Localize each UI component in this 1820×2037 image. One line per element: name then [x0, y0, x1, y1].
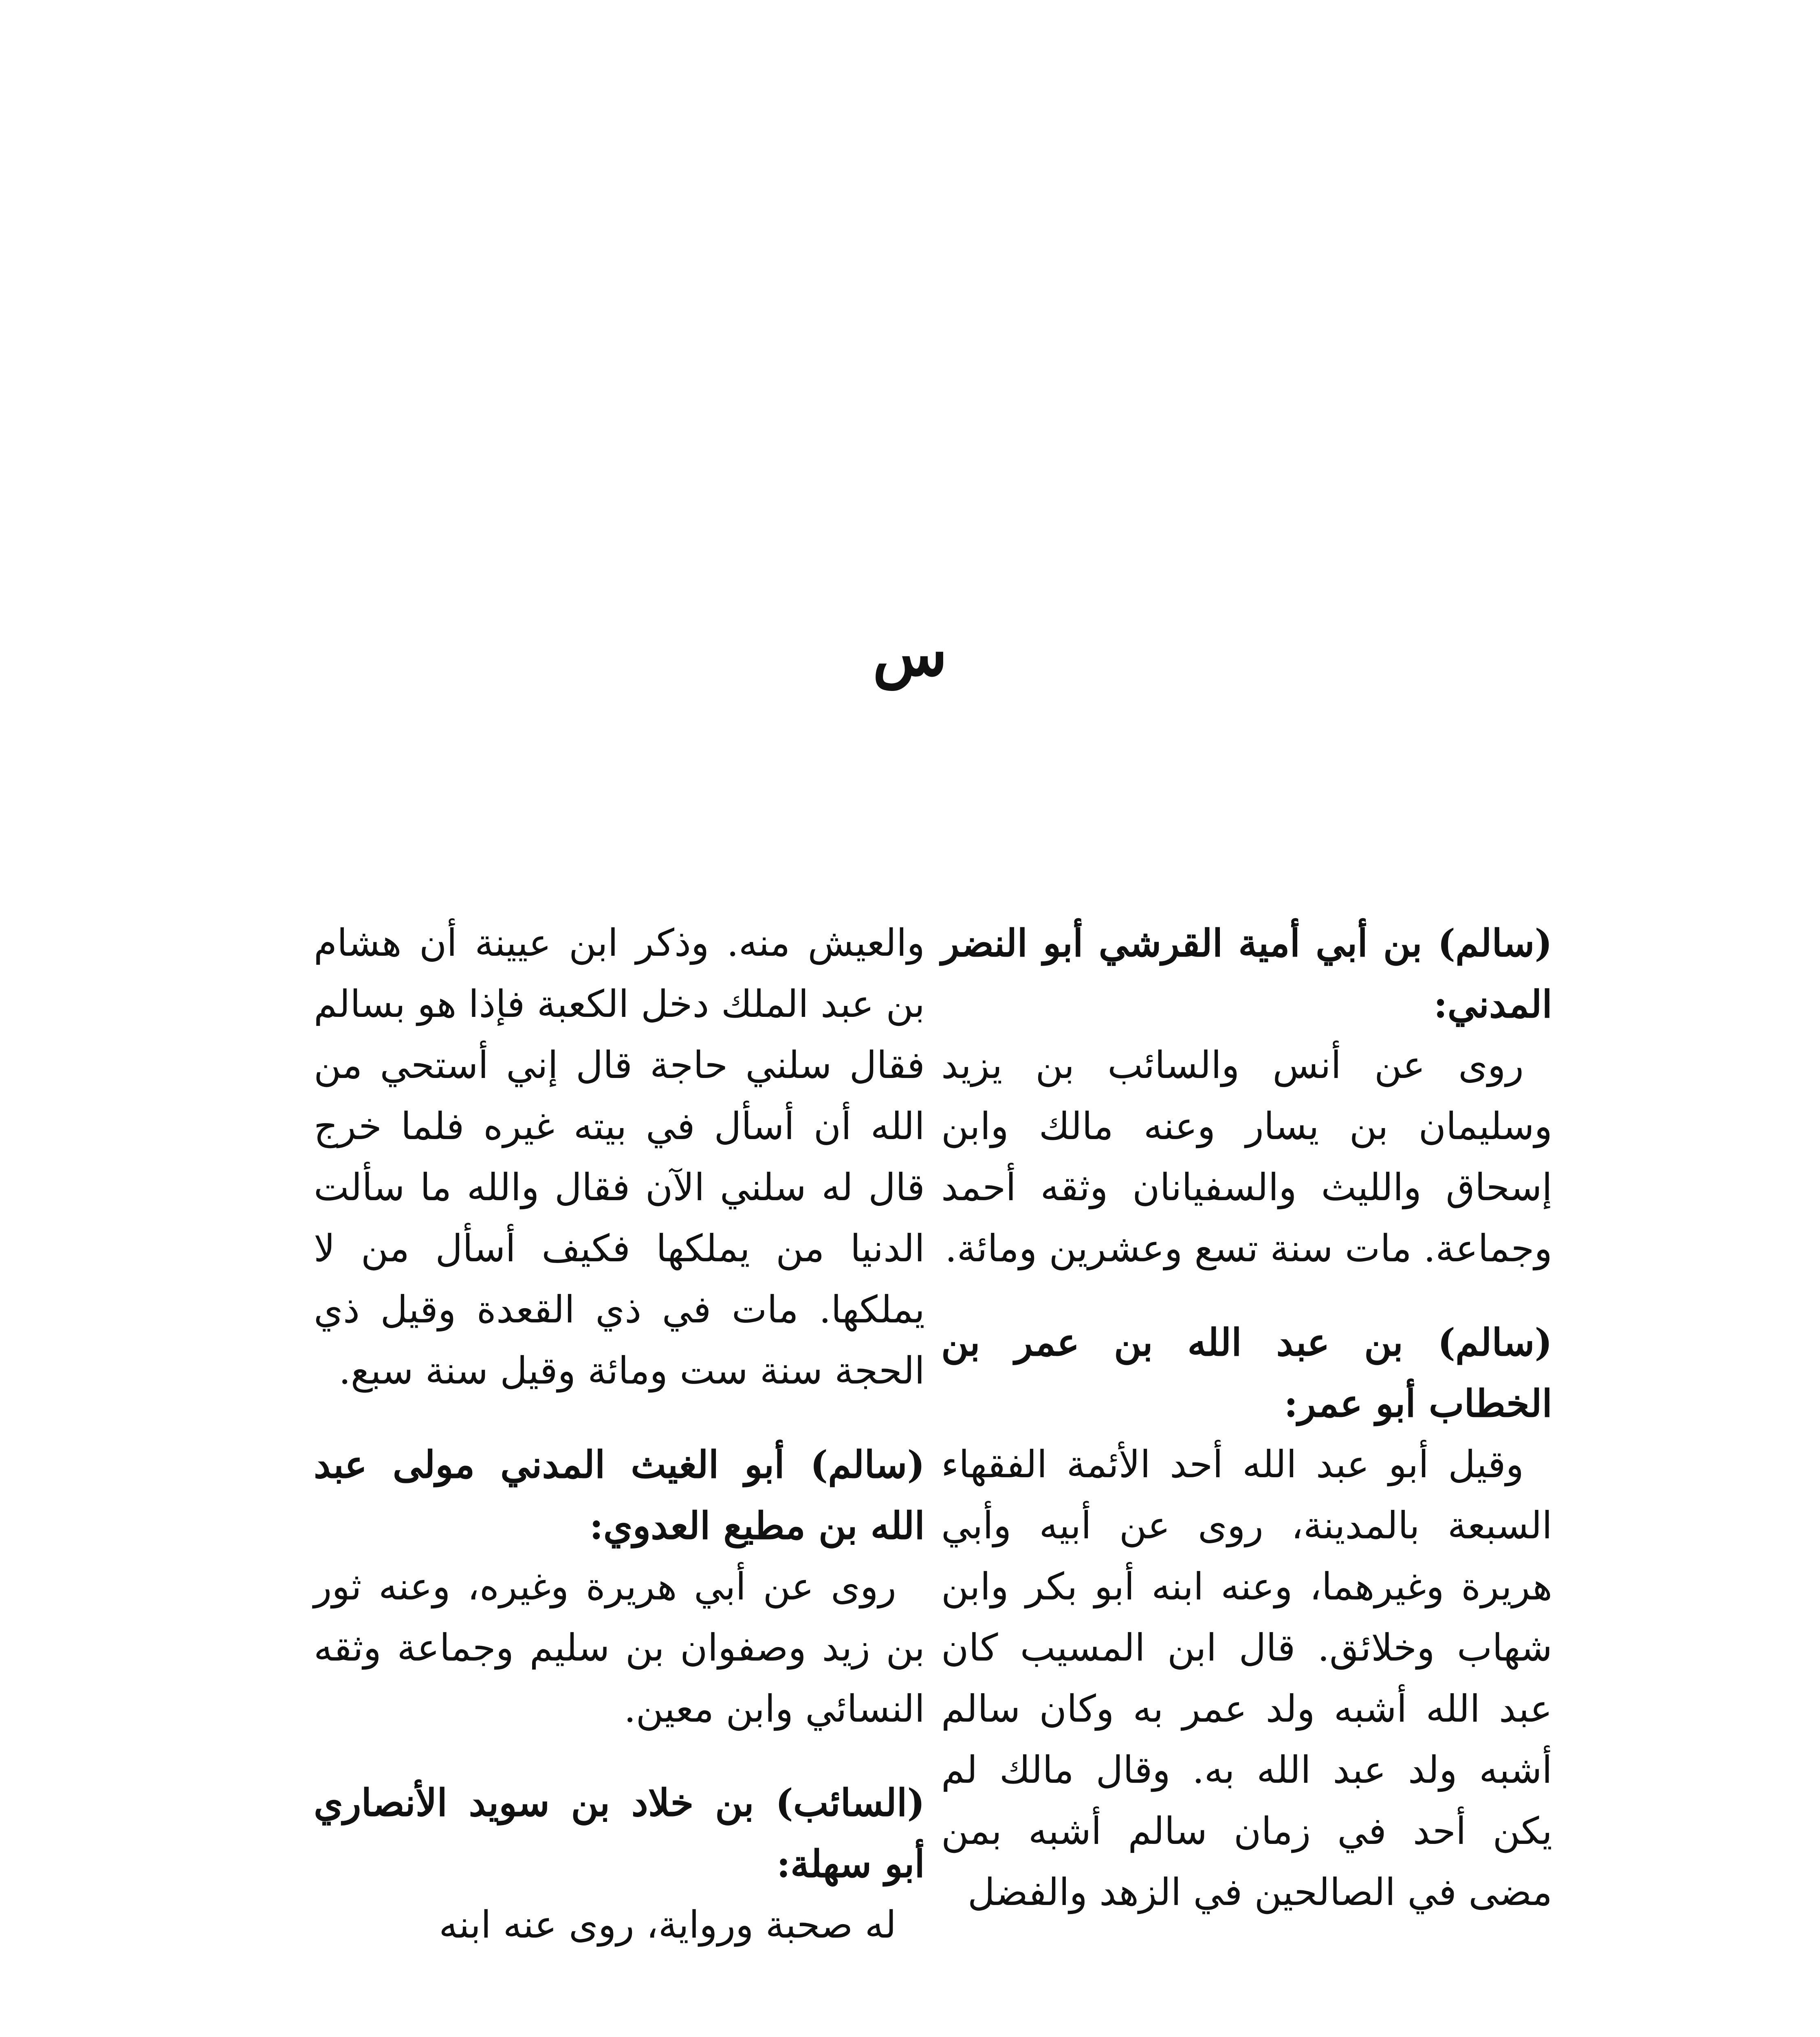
right-column — [941, 913, 1552, 1923]
biography-entry — [314, 1434, 925, 1740]
biography-entry — [314, 1772, 925, 1956]
left-column — [314, 913, 925, 1956]
entry-body: له صحبة ورواية، روى عنه ابنه — [439, 1903, 896, 1947]
biography-entry — [941, 1312, 1552, 1923]
continuation-text: والعيش منه. وذكر ابن عيينة أن هشام بن عبد الملك دخل الكعبة فإذا هو بسالم فقال سلني حاجة قال إني أستحي من الله أن أسأل في بيته غيره فلما خرج قال له سلني الآن فقال والله ما سألت الدنيا من يملكها فكيف أسأل من لا يملكها. مات في ذي القعدة وقيل ذي الحجة سنة ست ومائة وقيل سنة سبع. — [314, 921, 925, 1392]
entry-heading: (سالم) بن أبي أمية القرشي أبو النضر المدني: — [941, 921, 1552, 1026]
entry-body: روى عن أبي هريرة وغيره، وعنه ثور بن زيد وصفوان بن سليم وجماعة وثقه النسائي وابن معين. — [314, 1565, 925, 1731]
entry-continuation — [314, 913, 925, 1401]
entry-heading: (السائب) بن خلاد بن سويد الأنصاري أبو سهلة: — [314, 1781, 925, 1886]
section-letter: س — [872, 618, 948, 690]
entry-body: وقيل أبو عبد الله أحد الأئمة الفقهاء السبعة بالمدينة، روى عن أبيه وأبي هريرة وغيرهما، وعنه ابنه أبو بكر وابن شهاب وخلائق. قال ابن المسيب كان عبد الله أشبه ولد عمر به وكان سالم أشبه ولد عبد الله به. وقال مالك لم يكن أحد في زمان سالم أشبه بمن مضى في الصالحين في الزهد والفضل — [941, 1443, 1552, 1914]
biography-entry — [941, 913, 1552, 1279]
entry-heading: (سالم) بن عبد الله بن عمر بن الخطاب أبو عمر: — [941, 1320, 1552, 1425]
entry-body: روى عن أنس والسائب بن يزيد وسليمان بن يسار وعنه مالك وابن إسحاق والليث والسفيانان وثقه أحمد وجماعة. مات سنة تسع وعشرين ومائة. — [941, 1043, 1552, 1270]
entry-heading: (سالم) أبو الغيث المدني مولى عبد الله بن مطيع العدوي: — [314, 1443, 925, 1548]
